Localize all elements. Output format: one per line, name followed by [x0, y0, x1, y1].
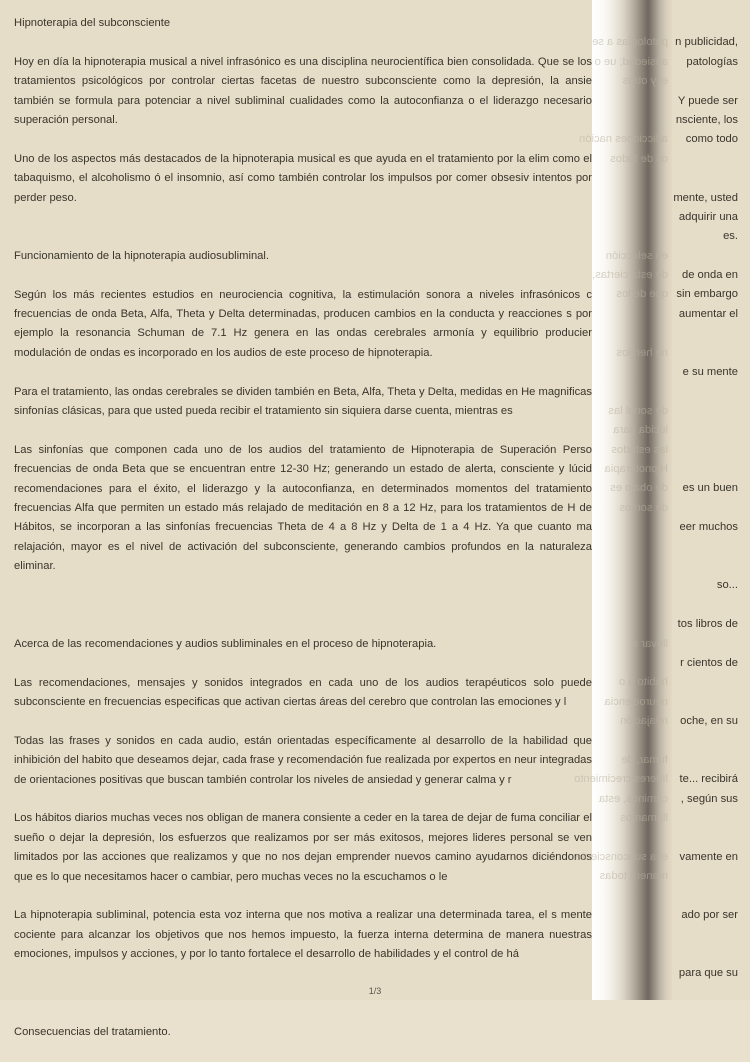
next-page-line: so... — [716, 579, 738, 592]
next-page-line: r cientos de — [680, 656, 738, 669]
next-page-line — [672, 247, 738, 266]
next-page-line — [672, 538, 738, 557]
section-heading: Consecuencias del tratamiento. — [14, 1025, 171, 1038]
curl-mirror-line — [604, 169, 668, 188]
curl-mirror-line: hábito a o — [618, 676, 668, 689]
next-page-line — [672, 673, 738, 692]
next-page-line — [672, 693, 738, 712]
curl-mirror-line: manera todas — [599, 870, 668, 883]
next-page-line — [672, 14, 738, 33]
curl-mirror-line: llevar a — [631, 637, 668, 650]
curl-mirror-line: ne herzios — [616, 346, 668, 359]
next-page-line — [672, 324, 738, 343]
next-page-line: patologías — [686, 55, 738, 68]
next-page-line — [672, 828, 738, 847]
next-page-line — [672, 945, 738, 964]
curl-mirror-line: ansiedad; ue o — [594, 55, 668, 68]
curl-mirror-line: adicciones nación — [579, 133, 668, 146]
curl-mirror-line — [604, 887, 668, 906]
curl-mirror-line — [604, 189, 668, 208]
next-page-line — [672, 751, 738, 770]
curl-mirror-line — [604, 92, 668, 111]
next-page-line — [672, 867, 738, 886]
curl-mirror-line — [604, 324, 668, 343]
next-page-line — [672, 635, 738, 654]
next-page-line: te... recibirá — [679, 773, 738, 786]
next-page-line — [672, 72, 738, 91]
next-page-line: vamente en — [679, 850, 738, 863]
curl-mirror-line: relajación — [620, 715, 668, 728]
curl-mirror-line: de sonal las — [608, 404, 668, 417]
curl-mirror-line — [604, 14, 668, 33]
curl-mirror-line — [604, 538, 668, 557]
curl-mirror-line: Hipnoterapia — [604, 462, 668, 475]
curl-mirror-line: el a subconsciente — [575, 850, 668, 863]
next-page-line: de onda en — [682, 269, 738, 282]
curl-mirror-line — [604, 518, 668, 537]
next-page-line: aumentar el — [678, 307, 738, 320]
curl-mirror-line: patologías a se — [592, 36, 668, 49]
next-page-line — [672, 169, 738, 188]
curl-mirror-line — [604, 615, 668, 634]
curl-mirror-line: el y otras — [622, 75, 668, 88]
next-page-line: eer muchos — [679, 521, 738, 534]
next-page-line: adquirir una — [678, 210, 738, 223]
next-page-line — [672, 460, 738, 479]
next-page-line — [672, 557, 738, 576]
page-curl-backside-text — [574, 14, 668, 906]
curl-mirror-line — [604, 363, 668, 382]
paragraph: Todas las frases y sonidos en cada audio, están orientadas específicamente al desarrollo de la habilidad que inhibición del habito que deseamos dejar, cada frase y recomendación fue realizada por expertos en neur integradas de orientaciones positivas que buscan también controlar los niveles de ansiedad y generar calma y r — [14, 734, 592, 786]
next-page-line: e su mente — [682, 366, 738, 379]
paragraph: Según los más recientes estudios en neurociencia cognitiva, la estimulación sonora a niveles infrasónicos c frecuencias de onda Beta, Alfa, Theta y Delta determinadas, producen cambios en la conducta y reacciones s por ejemplo la resonancia Schuman de 7.1 Hz genera en las ondas cerebrales armonía y equilibrio producier modulación de ondas es incorporado en los audios de este proceso de hipnoterapia. — [14, 288, 592, 359]
curl-mirror-line: de esta ciertas, — [592, 269, 668, 282]
curl-mirror-line: en selección — [605, 249, 668, 262]
next-page-line — [672, 809, 738, 828]
curl-mirror-line — [604, 731, 668, 750]
curl-mirror-line: líderes crecimiento — [574, 773, 668, 786]
paragraph: La hipnoterapia subliminal, potencia esta voz interna que nos motiva a realizar una determinada tarea, el s mente cociente para alcanzar los objetivos que nos hemos impuesto, la fuerza interna determina de manera nuestras emociones, impulsos y acciones, y por lo tanto fortalece el desarrollo de habilidades y el control de há — [14, 909, 592, 961]
next-page-line: como todo — [685, 133, 738, 146]
next-page-line — [672, 402, 738, 421]
next-page-line: para que su — [678, 967, 738, 980]
next-page-line: es un buen — [682, 482, 738, 495]
curl-mirror-line — [604, 382, 668, 401]
next-page-line — [672, 887, 738, 906]
next-page-line — [672, 731, 738, 750]
curl-mirror-line: las estados — [611, 443, 668, 456]
paragraph: Uno de los aspectos más destacados de la hipnoterapia musical es que ayuda en el tratamiento por la elim como el tabaquismo, el alcoholismo ó el insomnio, así como también controlar los impulsos por comer obsesiv intentos por perder peso. — [14, 152, 592, 204]
curl-mirror-line: que de los — [616, 288, 668, 301]
curl-mirror-line — [604, 828, 668, 847]
curl-mirror-line — [604, 557, 668, 576]
curl-mirror-line: fumar, de — [621, 753, 668, 766]
curl-mirror-line — [604, 596, 668, 615]
curl-mirror-line: neurociencia — [604, 695, 668, 708]
section-heading: Funcionamiento de la hipnoterapia audiosubliminal. — [14, 249, 269, 262]
curl-mirror-line — [604, 227, 668, 246]
curl-mirror-line — [604, 111, 668, 130]
curl-mirror-line — [604, 576, 668, 595]
next-page-line: Y puede ser — [677, 94, 738, 107]
next-page-line: oche, en su — [680, 715, 738, 728]
next-page-line — [672, 150, 738, 169]
next-page-line — [672, 421, 738, 440]
next-page-line: mente, usted — [673, 191, 738, 204]
next-page-line — [672, 925, 738, 944]
paragraph: Hoy en día la hipnoterapia musical a nivel infrasónico es una disciplina neurocientífica bien consolidada. Que se los tratamientos psicológicos por controlar ciertas facetas de nuestro subconsciente como la depresión, la ansie también se formula para potenciar a nivel subliminal cualidades como la autoconfianza o el liderazgo necesario superación personal. — [14, 55, 592, 127]
next-page-line — [672, 344, 738, 363]
next-page-line — [672, 499, 738, 518]
next-page-line — [672, 441, 738, 460]
curl-mirror-line: llamamos — [620, 812, 668, 825]
section-heading: Acerca de las recomendaciones y audios subliminales en el proceso de hipnoterapia. — [14, 637, 437, 650]
page-text — [14, 14, 592, 1062]
curl-mirror-line: caminos, esta — [598, 792, 668, 805]
next-page-line: es. — [723, 230, 738, 243]
paragraph: Las sinfonías que componen cada uno de los audios del tratamiento de Hipnoterapia de Superación Perso frecuencias de onda Beta que se encuentran entre 12-30 Hz; generando un estado de alerta, consciente y lúcid recomendaciones para el éxito, el liderazgo y la autoconfianza, en determinados momentos del tratamiento frecuencias Alfa que permiten un estado más relajado de meditación en 8 a 12 Hz, para los tratamientos de H de Hábitos, se incorporan a las sinfonías frecuencias Theta de 4 a 8 Hz y Delta de 1 a 4 Hz. Ya que cuanto ma relajación, mayor es el nivel de activación del subconsciente, generando cambios profundos en la naturaleza eliminar. — [14, 443, 592, 573]
next-page-line: , según sus — [680, 792, 738, 805]
next-page-line: n publicidad, — [675, 36, 738, 49]
next-page-line: sin embargo — [676, 288, 738, 301]
curl-mirror-line: lúcida para — [613, 424, 668, 437]
next-page-line: nsciente, los — [675, 113, 738, 126]
paragraph: Los hábitos diarios muchas veces nos obligan de manera consiente a ceder en la tarea de dejar de fuma conciliar el sueño o dejar la depresión, los esfuerzos que realizamos por ser más exitosos, mejores lideres personal se ven limitados por las acciones que realizamos y que no nos dejan emprender nuevos camino ayudarnos diciéndonos que es lo que necesitamos hacer o cambiar, pero muchas veces no la escuchamos o le — [14, 812, 592, 883]
next-page-line: ado por ser — [681, 908, 738, 921]
curl-mirror-line — [604, 654, 668, 673]
next-page-line — [672, 596, 738, 615]
next-page-line — [672, 382, 738, 401]
paragraph: Las recomendaciones, mensajes y sonidos integrados en cada uno de los audios terapéuticos solo puede subconsciente en frecuencias especificas que activan ciertas áreas del cerebro que controlan las emociones y l — [14, 676, 592, 709]
curl-mirror-line: de obajo es — [610, 482, 668, 495]
next-page-text — [672, 14, 738, 984]
page-title: Hipnoterapia del subconsciente — [14, 17, 171, 29]
curl-mirror-line: de somos — [619, 501, 668, 514]
paragraph: Para el tratamiento, las ondas cerebrales se dividen también en Beta, Alfa, Theta y Delta, medidas en He magnificas sinfonías clásicas, para que usted pueda recibir el tratamiento sin siquiera darse cuenta, mientras es — [14, 385, 592, 418]
page-number: 1/3 — [368, 986, 382, 996]
next-page-line: tos libros de — [677, 618, 738, 631]
curl-mirror-line: os de todos — [610, 152, 668, 165]
curl-mirror-line — [604, 208, 668, 227]
curl-mirror-line — [604, 305, 668, 324]
